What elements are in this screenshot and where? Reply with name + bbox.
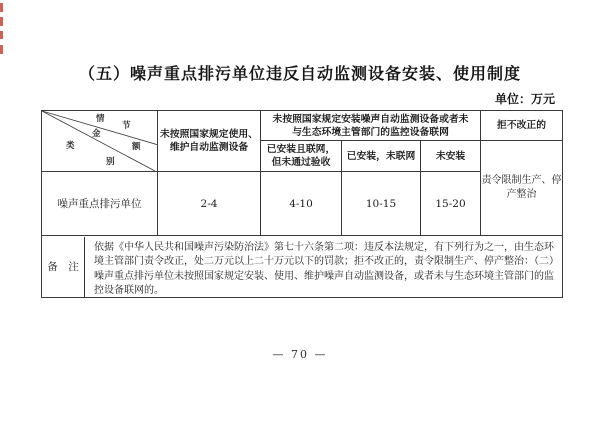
corner-header-cell: [42, 111, 158, 172]
header-install-group: 未按照国家规定安装噪声自动监测设备或者未与生态环境主管部门的监控设备联网: [261, 111, 481, 141]
corner-label-e: 额: [132, 141, 141, 151]
corner-label-qing: 情: [96, 113, 105, 123]
cell-not-installed-amount: 15-20: [421, 172, 481, 236]
remark-label: 备 注: [42, 237, 85, 297]
page-number: — 70 —: [272, 348, 328, 361]
cell-use-maintain-amount: 2-4: [158, 172, 261, 236]
scan-artifact: [0, 45, 3, 54]
cell-installed-not-connected-amount: 10-15: [342, 172, 421, 236]
penalty-table: [41, 110, 563, 298]
remark-text: 依据《中华人民共和国噪声污染防治法》第七十六条第二项：违反本法规定，有下列行为之一，由生态环境主管部门责令改正，处二万元以上二十万元以下的罚款；拒不改正的，责令限制生产、停产整治：（二）噪声重点排污单位未按照国家规定安装、使用、维护噪声自动监测设备，或者未与生态环境主管部门的监控设备联网的。: [94, 241, 555, 296]
subheader-installed-connected-unaccepted: 已安装且联网，但未通过验收: [261, 141, 342, 172]
corner-label-lei: 类: [66, 140, 75, 150]
unit-label: 单位：万元: [494, 92, 555, 106]
subheader-not-installed: 未安装: [421, 141, 481, 172]
header-use-maintain: 未按照国家规定使用、维护自动监测设备: [158, 111, 261, 172]
corner-label-bie: 别: [106, 156, 115, 166]
corner-label-jin: 金: [92, 128, 101, 138]
corner-label-jie: 节: [122, 120, 131, 130]
header-refuse-correct: 拒不改正的: [481, 111, 563, 141]
scan-artifact: [0, 31, 3, 39]
remark-row: [42, 236, 563, 298]
cell-category: 噪声重点排污单位: [42, 172, 158, 236]
cell-refuse-measure: 责令限制生产、停产整治: [481, 141, 563, 236]
scan-artifact: [0, 17, 3, 26]
scan-artifact: [0, 3, 3, 12]
page-title: （五）噪声重点排污单位违反自动监测设备安装、使用制度: [78, 64, 521, 83]
subheader-installed-not-connected: 已安装，未联网: [342, 141, 421, 172]
cell-installed-connected-amount: 4-10: [261, 172, 342, 236]
